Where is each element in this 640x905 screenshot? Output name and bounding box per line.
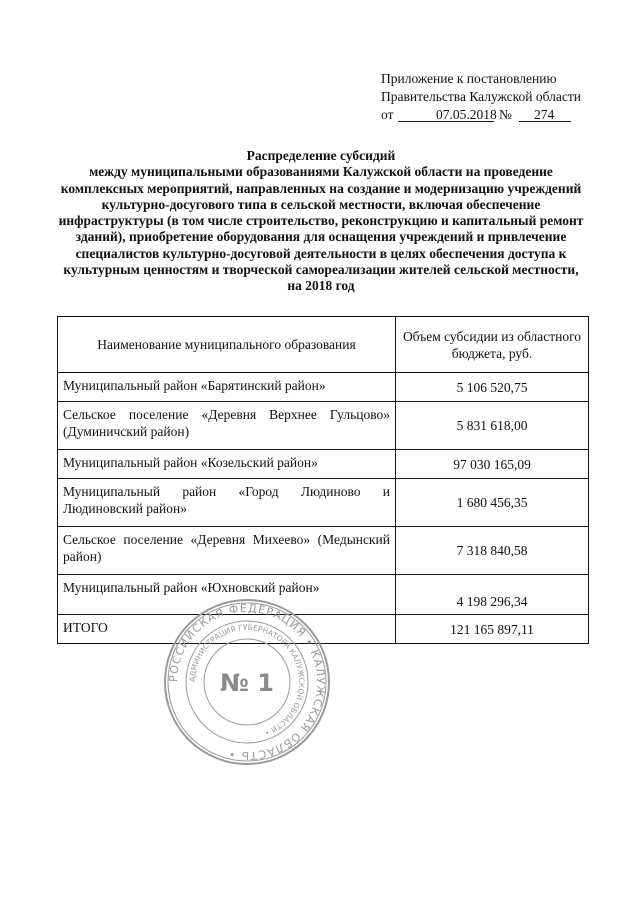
name-word: и [382,484,390,499]
row-amount: 4 198 296,34 [396,575,589,615]
seal-outer-path: РОССИЙСКАЯ ФЕДЕРАЦИЯ • КАЛУЖСКАЯ ОБЛАСТЬ • [166,601,328,763]
row-amount: 5 831 618,00 [396,402,589,450]
title-heading: Распределение субсидий [246,148,396,163]
name-rest: Людиновский район» [63,501,187,516]
appendix-reference [381,106,611,124]
table-row [58,527,589,575]
document-date: 07.05.2018 [436,107,497,122]
total-amount: 121 165 897,11 [396,615,589,644]
table-row [58,479,589,527]
row-name: Муниципальный район «Юхновский район» [58,575,396,615]
row-name [58,479,396,527]
appendix-line-1: Приложение к постановлению [381,71,557,86]
document-number: 274 [534,107,555,122]
name-word: район [182,484,217,499]
seal-center-number: № 1 [220,669,274,697]
row-name: Муниципальный район «Барятинский район» [58,373,396,402]
seal-inner-path: АДМИНИСТРАЦИЯ ГУБЕРНАТОРА КАЛУЖСКОЙ ОБЛАСТИ • [187,622,307,738]
row-amount: 97 030 165,09 [396,450,589,479]
official-seal [162,597,332,767]
row-name: Муниципальный район «Козельский район» [58,450,396,479]
total-label: ИТОГО [58,615,396,644]
document-title [55,148,587,295]
table-row [58,402,589,450]
name-word: «Город [238,484,279,499]
appendix-line-2: Правительства Калужской области [381,89,582,104]
from-label: от [381,107,394,122]
column-header-amount: Объем субсидии из областного бюджета, руб. [396,317,589,373]
column-header-name: Наименование муниципального образования [58,317,396,373]
subsidy-table [57,316,589,644]
row-name: Сельское поселение «Деревня Верхнее Гульцово» (Думиничский район) [58,402,396,450]
name-word: Муниципальный [63,484,161,499]
appendix-block [381,70,611,124]
number-label: № [499,107,512,122]
title-body: между муниципальными образованиями Калужской области на проведение комплексных мероприятий, направленных на создание и модернизацию учреждений культурно-досугового типа в сельской местности, включая обеспечение инфраструктуры (в том числе строительство, реконструкцию и капитальный ремонт зданий), приобретение оборудования для оснащения учреждений и привлечение специалистов культурно-досуговой деятельности в целях обеспечения доступа к культурным ценностям и творческой самореализации жителей сельской местности, на 2018 год [58,164,584,294]
table-row [58,450,589,479]
name-word: Людиново [300,484,361,499]
table-row [58,373,589,402]
row-amount: 7 318 840,58 [396,527,589,575]
row-amount: 1 680 456,35 [396,479,589,527]
row-amount: 5 106 520,75 [396,373,589,402]
row-name: Сельское поселение «Деревня Михеево» (Медынский район) [58,527,396,575]
table-header-row [58,317,589,373]
